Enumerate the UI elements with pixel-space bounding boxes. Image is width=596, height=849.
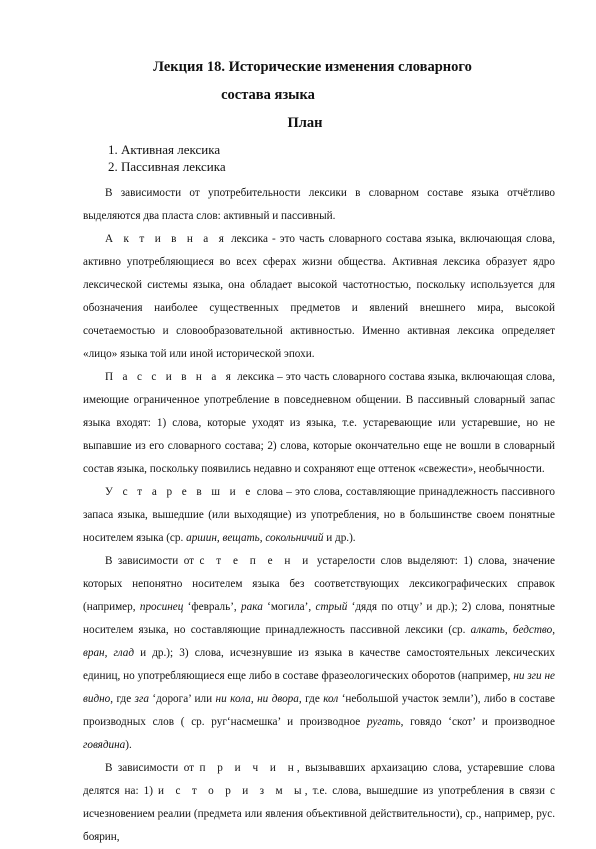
text-segment: и др.); 3) слова, исчезнувшие из языка в качестве самостоятельных лексических единиц, но употребляющиеся еще либо в составе фразеологических оборотов (например,: [83, 647, 555, 682]
paragraph-degree-of-obsolescence: [83, 550, 555, 757]
term-passive: П а с с и в н а я: [105, 371, 235, 383]
text-segment: В зависимости от: [105, 762, 200, 774]
paragraph-active-text: лексика - это часть словарного состава языка, включающая слова, активно употребляющиеся во всех сферах жизни общества. Активная лексика образует ядро лексической системы языка, она обладает высокой частотностью, поскольку используется для обозначения наиболее существенных предметов и явлений внешнего мира, высокой сочетаемостью и словообразовательной активностью. Именно активная лексика определяет «лицо» языка той или иной исторической эпохи.: [83, 233, 555, 360]
example-word: ругать: [367, 716, 401, 728]
text-segment: ‘небольшой участок земли’), либо в составе производных слов ( ср. руг‘насмешка’ и производное: [83, 693, 555, 728]
example-word: зга: [134, 693, 149, 705]
term-historicisms: и с т о р и з м ы: [158, 785, 305, 797]
plan-item-active: 1. Активная лексика: [108, 142, 221, 157]
example-word: ни зги не видно: [83, 670, 555, 705]
paragraph-intro: В зависимости от употребительности лексики в словарном составе языка отчётливо выделяются два пласта слов: активный и пассивный.: [83, 187, 555, 222]
text-segment: , вызывавших архаизацию слова, устаревшие слова делятся на: 1): [83, 762, 556, 797]
text-segment: В зависимости от: [105, 555, 200, 567]
example-word: кол: [323, 693, 339, 705]
paragraph-passive-vocabulary: [83, 366, 555, 481]
text-segment: ‘дядя по отцу’ и др.); 2) слова, понятные носителем языка, но составляющие принадлежность пассивной лексики (ср.: [83, 601, 555, 636]
text-segment: устарелости слов выделяют: 1) слова, значение которых непонятно носителем языка без соответствующих лексикографических справок (например,: [83, 555, 555, 613]
text-segment: ‘февраль’,: [183, 601, 242, 613]
text-segment: ‘могила’,: [262, 601, 316, 613]
paragraph-passive-text: лексика – это часть словарного состава языка, включающая слова, имеющие ограниченное употребление в повседневном общении. В пассивный словарный запас языка входят: 1) слова, которые уходят из языка, т.е. устаревающие или устаревшие, но не выпавшие из его словарного состава; 2) слова, которые окончательно еще не вошли в словарный состав языка, поскольку появились недавно и сохраняют еще оттенок «свежести», необычности.: [83, 371, 555, 475]
example-word: стрый: [315, 601, 348, 613]
example-words: аршин, вещать, сокольничий: [186, 532, 324, 544]
example-word: алкать, бедство, вран, глад: [83, 624, 555, 659]
text-segment: ).: [125, 739, 132, 751]
text-segment: , говядо ‘скот’ и производное: [400, 716, 555, 728]
paragraph-causes-of-archaization: [83, 757, 555, 849]
text-segment: где: [301, 693, 324, 705]
text-segment: и др.).: [323, 532, 356, 544]
example-word: ни кола, ни двора,: [215, 693, 302, 705]
paragraph-obsolete-words: [83, 481, 555, 550]
term-causes: п р и ч и н: [199, 762, 297, 774]
text-segment: , т.е. слова, вышедшие из употребления в связи с исчезновением реалии (предмета или явления объективной действительности), ср., например, рус. боярин,: [83, 785, 556, 843]
text-segment: , где: [110, 693, 135, 705]
lecture-title-line-2: состава языка: [221, 87, 315, 103]
lecture-body: [83, 182, 555, 849]
paragraph-active-vocabulary: [83, 228, 555, 366]
plan-list: [108, 141, 226, 175]
term-active: А к т и в н а я: [105, 233, 228, 245]
term-degree: с т е п е н и: [199, 555, 312, 567]
term-obsolete: У с т а р е в ш и е: [105, 486, 254, 498]
example-word: говядина: [83, 739, 126, 751]
plan-heading: План: [287, 115, 323, 131]
example-word: рака: [241, 601, 263, 613]
lecture-title-line-1: Лекция 18. Исторические изменения словарного: [153, 59, 472, 75]
text-segment: слова – это слова, составляющие принадлежность пассивного запаса языка, вышедшие (или выходящие) из употребления, но в большинстве своем понятные носителем языка (ср.: [83, 486, 555, 544]
example-word: просинец: [139, 601, 184, 613]
plan-item-passive: 2. Пассивная лексика: [108, 159, 226, 174]
text-segment: ‘дорога’ или: [148, 693, 216, 705]
